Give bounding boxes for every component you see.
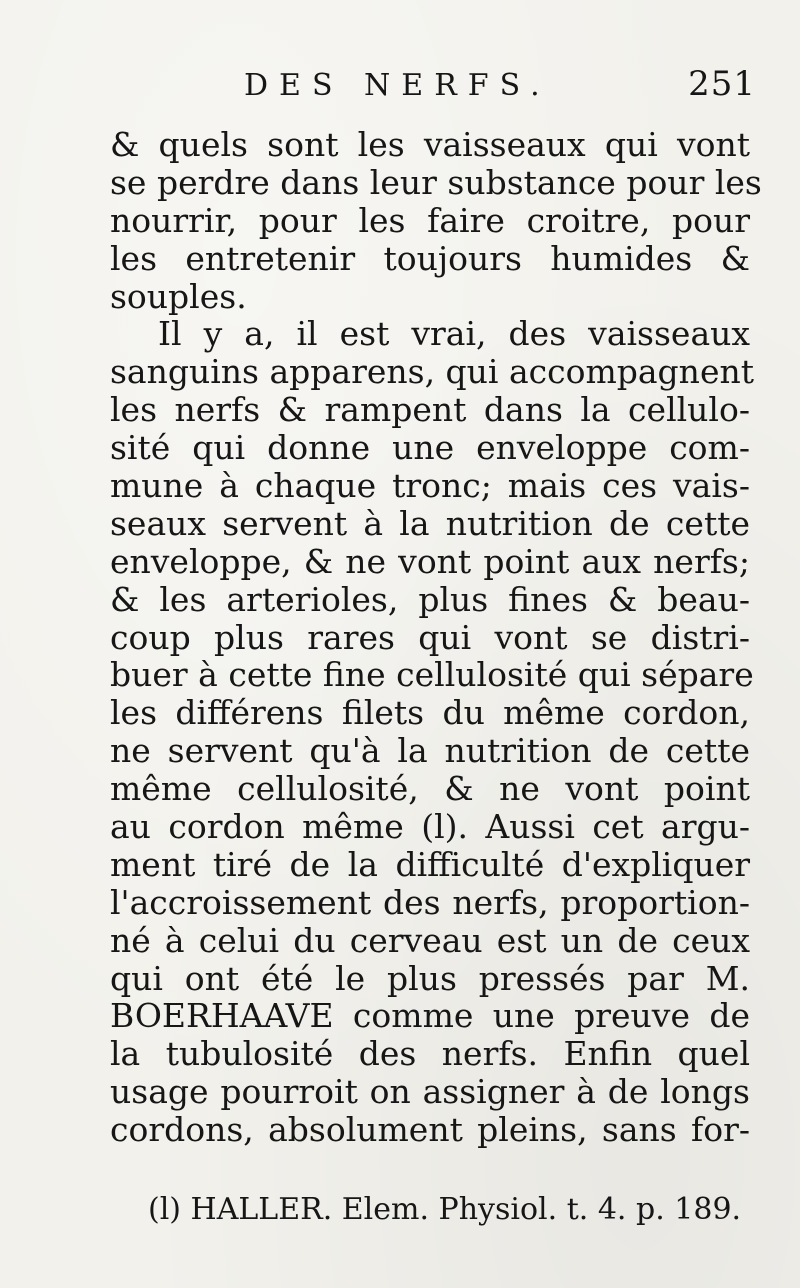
text-line: les entretenir toujours humides & — [110, 238, 750, 278]
text-line: & quels sont les vaisseaux qui vont — [110, 125, 750, 164]
footnote: (l) HALLER. Elem. Physiol. t. 4. p. 189. — [148, 1192, 742, 1227]
text-line: cordons, absolument pleins, sans for- — [110, 1110, 750, 1150]
body-text — [110, 125, 762, 1150]
text-line: enveloppe, & ne vont point aux nerfs; — [110, 541, 750, 581]
text-line: sanguins apparens, qui accompagnent — [110, 352, 754, 392]
text-line: nourrir, pour les faire croitre, pour — [110, 200, 750, 240]
text-line: ment tiré de la difficulté d'expliquer — [110, 844, 750, 884]
text-line: la tubulosité des nerfs. Enfin quel — [110, 1034, 750, 1074]
text-line: & les arterioles, plus fines & beau- — [110, 579, 750, 619]
page-number: 251 — [688, 64, 756, 104]
text-line: seaux servent à la nutrition de cette — [110, 503, 750, 543]
text-line: qui ont été le plus pressés par M. — [110, 958, 750, 998]
text-line: souples. — [110, 276, 247, 316]
text-line: sité qui donne une enveloppe com- — [110, 428, 750, 468]
text-line: les nerfs & rampent dans la cellulo- — [110, 390, 750, 430]
text-line: ne servent qu'à la nutrition de cette — [110, 731, 750, 771]
text-line: mune à chaque tronc; mais ces vais- — [110, 466, 750, 506]
text-line: se perdre dans leur substance pour les — [110, 162, 762, 202]
text-line: BOERHAAVE comme une preuve de — [110, 996, 750, 1036]
text-line: né à celui du cerveau est un de ceux — [110, 920, 750, 960]
text-line: les différens filets du même cordon, — [110, 693, 750, 733]
running-title: DES NERFS. — [244, 68, 551, 103]
text-line: buer à cette fine cellulosité qui sépare — [110, 655, 754, 695]
text-line: usage pourroit on assigner à de longs — [110, 1072, 750, 1112]
text-line: l'accroissement des nerfs, proportion- — [110, 882, 750, 922]
text-line: au cordon même (l). Aussi cet argu- — [110, 807, 750, 847]
text-line: même cellulosité, & ne vont point — [110, 769, 750, 809]
page-header — [244, 62, 764, 110]
text-line: coup plus rares qui vont se distri- — [110, 617, 750, 657]
text-line: Il y a, il est vrai, des vaisseaux — [158, 314, 750, 354]
